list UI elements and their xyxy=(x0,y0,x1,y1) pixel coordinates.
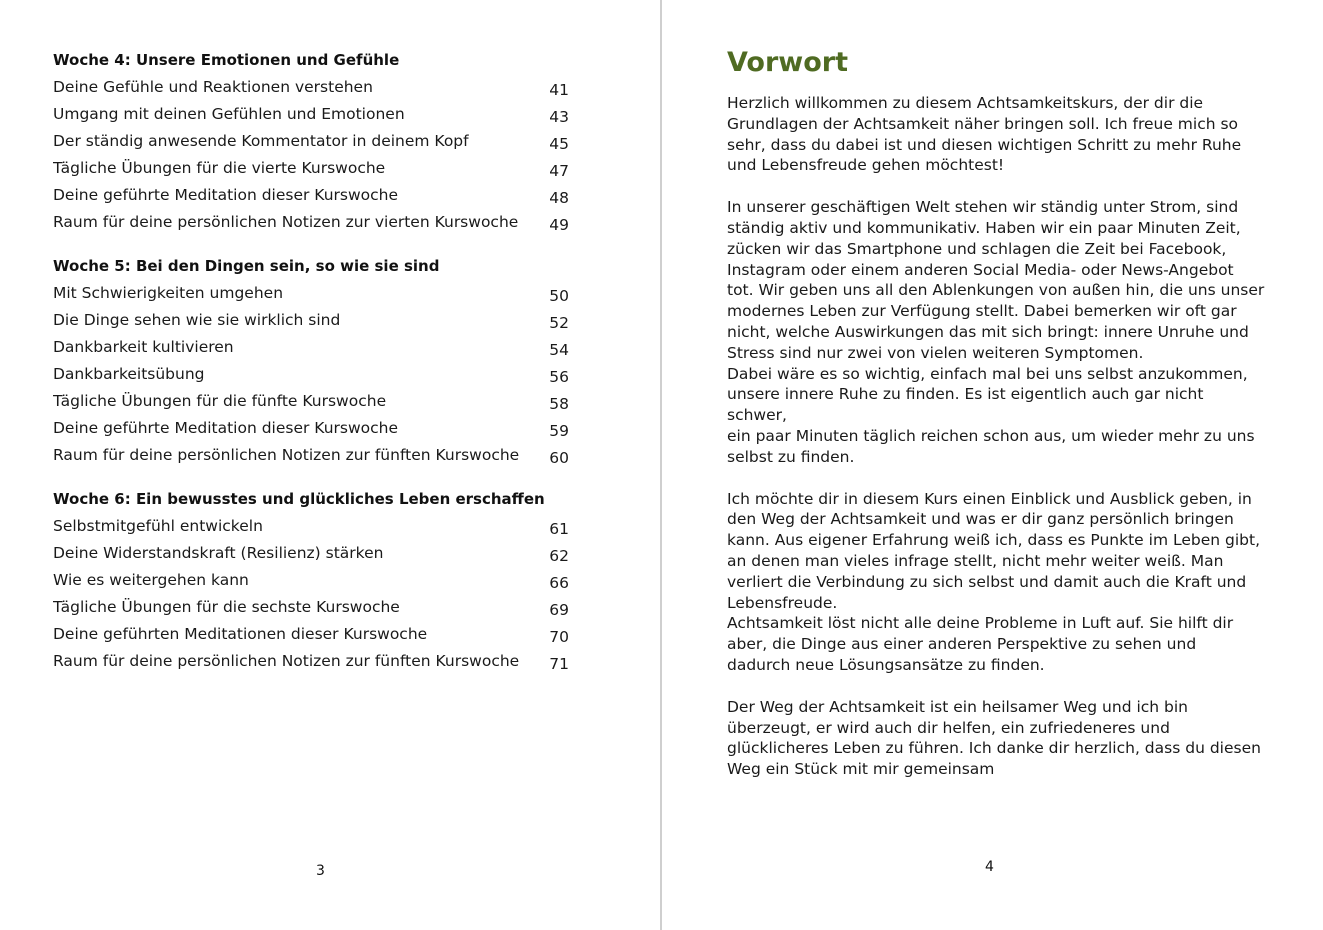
toc-entry-title: Wie es weitergehen kann xyxy=(53,571,249,589)
foreword-paragraph-4: Der Weg der Achtsamkeit ist ein heilsamer Weg und ich bin überzeugt, er wird auch dir helfen, ein zufriedeneres und glücklicheres Leben zu führen. Ich danke dir herzlich, dass du diesen Weg ein Stück mit mir gemeinsam xyxy=(727,697,1261,779)
foreword-title: Vorwort xyxy=(727,47,848,78)
toc-entry-title: Dankbarkeitsübung xyxy=(53,365,205,383)
foreword xyxy=(727,45,1267,801)
toc-entry-title: Tägliche Übungen für die vierte Kurswoche xyxy=(53,159,386,177)
toc-entry-title: Deine geführte Meditation dieser Kurswoche xyxy=(53,419,399,437)
toc-entry xyxy=(53,358,573,385)
toc-heading: Woche 5: Bei den Dingen sein, so wie sie sind xyxy=(53,257,440,275)
toc-entry xyxy=(53,439,573,466)
toc-entry-page: 59 xyxy=(549,422,569,440)
toc-entry-page: 60 xyxy=(549,449,569,467)
toc-heading: Woche 4: Unsere Emotionen und Gefühle xyxy=(53,51,400,69)
toc-entry xyxy=(53,304,573,331)
toc-entry-page: 56 xyxy=(549,368,569,386)
toc-entry-title: Raum für deine persönlichen Notizen zur fünften Kurswoche xyxy=(53,652,520,670)
toc-entry xyxy=(53,206,573,233)
toc-entry xyxy=(53,152,573,179)
toc-entry-page: 45 xyxy=(549,135,569,153)
page-number-left: 3 xyxy=(316,863,325,879)
foreword-paragraph-1: Herzlich willkommen zu diesem Achtsamkeitskurs, der dir die Grundlagen der Achtsamkeit näher bringen soll. Ich freue mich so sehr, dass du dabei ist und diesen wichtigen Schritt zu mehr Ruhe und Lebensfreude gehen möchtest! xyxy=(727,94,1242,175)
toc-section-week-5 xyxy=(53,255,573,466)
toc-entry-title: Mit Schwierigkeiten umgehen xyxy=(53,284,284,302)
toc-entry-title: Deine geführte Meditation dieser Kurswoche xyxy=(53,186,399,204)
table-of-contents xyxy=(53,49,573,694)
right-page xyxy=(662,0,1323,930)
toc-entry-page: 66 xyxy=(549,574,569,592)
foreword-paragraph-3: Ich möchte dir in diesem Kurs einen Einblick und Ausblick geben, in den Weg der Achtsamkeit und was er dir ganz persönlich bringen kann. Aus eigener Erfahrung weiß ich, dass es Punkte im Leben gibt, an denen man vieles infrage stellt, nicht mehr weiter weiß. Man verliert die Verbindung zu sich selbst und damit auch die Kraft und Lebensfreude. Achtsamkeit löst nicht alle deine Probleme in Luft auf. Sie hilft dir aber, die Dinge aus einer anderen Perspektive zu sehen und dadurch neue Lösungsansätze zu finden. xyxy=(727,489,1260,674)
toc-entry-title: Raum für deine persönlichen Notizen zur vierten Kurswoche xyxy=(53,213,519,231)
toc-entry xyxy=(53,179,573,206)
toc-entry xyxy=(53,591,573,618)
toc-entry-title: Die Dinge sehen wie sie wirklich sind xyxy=(53,311,341,329)
toc-entry xyxy=(53,71,573,98)
toc-entry-title: Deine Widerstandskraft (Resilienz) stärken xyxy=(53,544,384,562)
toc-heading: Woche 6: Ein bewusstes und glückliches Leben erschaffen xyxy=(53,490,545,508)
toc-section-week-4 xyxy=(53,49,573,233)
toc-entry xyxy=(53,385,573,412)
page-number-right: 4 xyxy=(985,859,994,875)
toc-entry-page: 48 xyxy=(549,189,569,207)
toc-entry-title: Selbstmitgefühl entwickeln xyxy=(53,517,263,535)
toc-entry-page: 50 xyxy=(549,287,569,305)
toc-entry-title: Der ständig anwesende Kommentator in deinem Kopf xyxy=(53,132,469,150)
toc-entry xyxy=(53,510,573,537)
toc-entry-title: Tägliche Übungen für die fünfte Kurswoche xyxy=(53,392,387,410)
left-page xyxy=(0,0,660,930)
toc-entry-page: 61 xyxy=(549,520,569,538)
foreword-paragraph-2: In unserer geschäftigen Welt stehen wir ständig unter Strom, sind ständig aktiv und kommunikativ. Haben wir ein paar Minuten Zeit, zücken wir das Smartphone und schlagen die Zeit bei Facebook, Instagram oder einem anderen Social Media- oder News-Angebot tot. Wir geben uns all den Ablenkungen von außen hin, die uns unser modernes Leben zur Verfügung stellt. Dabei bemerken wir oft gar nicht, welche Auswirkungen das mit sich bringt: innere Unruhe und Stress sind nur zwei von vielen weiteren Symptomen. Dabei wäre es so wichtig, einfach mal bei uns selbst anzukommen, unsere innere Ruhe zu finden. Es ist eigentlich auch gar nicht schwer, ein paar Minuten täglich reichen schon aus, um wieder mehr zu uns selbst zu finden. xyxy=(727,198,1265,466)
toc-entry-title: Umgang mit deinen Gefühlen und Emotionen xyxy=(53,105,405,123)
toc-entry-title: Deine Gefühle und Reaktionen verstehen xyxy=(53,78,373,96)
toc-section-week-6 xyxy=(53,488,573,672)
toc-entry xyxy=(53,618,573,645)
toc-entry-page: 71 xyxy=(549,655,569,673)
toc-entry xyxy=(53,331,573,358)
toc-entry-title: Dankbarkeit kultivieren xyxy=(53,338,234,356)
toc-entry-page: 58 xyxy=(549,395,569,413)
toc-entry-page: 69 xyxy=(549,601,569,619)
toc-entry xyxy=(53,98,573,125)
toc-entry-title: Tägliche Übungen für die sechste Kurswoche xyxy=(53,598,400,616)
toc-entry xyxy=(53,277,573,304)
toc-entry xyxy=(53,537,573,564)
toc-entry-page: 49 xyxy=(549,216,569,234)
toc-entry xyxy=(53,412,573,439)
toc-entry-title: Raum für deine persönlichen Notizen zur fünften Kurswoche xyxy=(53,446,520,464)
toc-entry-page: 41 xyxy=(549,81,569,99)
toc-entry-page: 54 xyxy=(549,341,569,359)
toc-entry-page: 47 xyxy=(549,162,569,180)
toc-entry xyxy=(53,564,573,591)
toc-entry xyxy=(53,645,573,672)
toc-entry-page: 70 xyxy=(549,628,569,646)
toc-entry-page: 52 xyxy=(549,314,569,332)
toc-entry-page: 43 xyxy=(549,108,569,126)
toc-entry-title: Deine geführten Meditationen dieser Kurswoche xyxy=(53,625,428,643)
toc-entry xyxy=(53,125,573,152)
toc-entry-page: 62 xyxy=(549,547,569,565)
